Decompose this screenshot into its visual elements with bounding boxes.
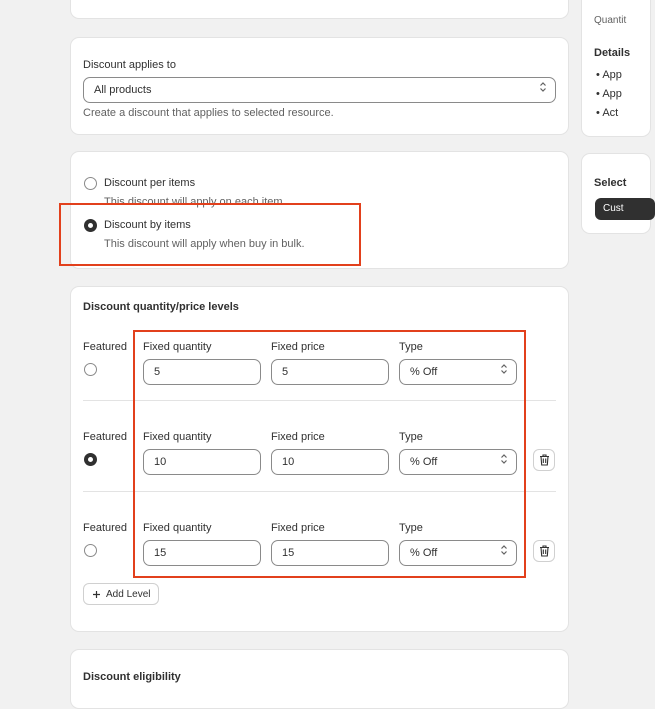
applies-label: Discount applies to — [83, 59, 176, 71]
eligibility-title: Discount eligibility — [83, 671, 181, 683]
featured-radio[interactable] — [84, 453, 97, 466]
qty-label: Fixed quantity — [143, 431, 212, 443]
customize-button-label: Cust — [603, 203, 624, 214]
price-input[interactable]: 15 — [271, 540, 389, 566]
type-select[interactable] — [399, 359, 517, 385]
row-divider — [83, 400, 556, 401]
applies-select[interactable] — [83, 77, 556, 103]
type-label: Type — [399, 431, 423, 443]
levels-title: Discount quantity/price levels — [83, 301, 239, 313]
featured-radio[interactable] — [84, 544, 97, 557]
levels-card — [70, 286, 569, 632]
discount-by-items-label: Discount by items — [104, 219, 191, 231]
delete-level-button[interactable] — [533, 449, 555, 471]
radio-discount-per-items[interactable] — [84, 177, 97, 190]
delete-level-button[interactable] — [533, 540, 555, 562]
qty-input[interactable]: 15 — [143, 540, 261, 566]
type-select[interactable] — [399, 540, 517, 566]
details-item: • App — [596, 69, 622, 81]
discount-type-card — [70, 151, 569, 269]
details-item: • Act — [596, 107, 619, 119]
select-chevron-icon — [500, 360, 508, 384]
top-card — [70, 0, 569, 19]
select-chevron-icon — [539, 78, 547, 102]
featured-label: Featured — [83, 341, 128, 353]
type-value: % Off — [410, 366, 438, 378]
summary-quantity: Quantit — [594, 15, 627, 26]
qty-label: Fixed quantity — [143, 522, 212, 534]
price-label: Fixed price — [271, 431, 325, 443]
price-input[interactable]: 10 — [271, 449, 389, 475]
type-value: % Off — [410, 547, 438, 559]
applies-value: All products — [94, 84, 152, 96]
discount-per-items-label: Discount per items — [104, 177, 196, 189]
discount-per-items-help: This discount will apply on each item. — [104, 196, 286, 208]
qty-input[interactable]: 5 — [143, 359, 261, 385]
featured-label: Featured — [83, 522, 128, 534]
applies-help: Create a discount that applies to selected resource. — [83, 107, 334, 119]
featured-radio[interactable] — [84, 363, 97, 376]
applies-card — [70, 37, 569, 135]
qty-input[interactable]: 10 — [143, 449, 261, 475]
price-label: Fixed price — [271, 341, 325, 353]
details-title: Details — [594, 47, 631, 59]
add-level-button[interactable] — [83, 583, 159, 605]
add-level-label: Add Level — [106, 588, 151, 600]
price-input[interactable]: 5 — [271, 359, 389, 385]
customize-button[interactable] — [595, 198, 655, 220]
select-title: Select — [594, 177, 627, 189]
details-item: • App — [596, 88, 622, 100]
featured-label: Featured — [83, 431, 128, 443]
discount-by-items-help: This discount will apply when buy in bulk. — [104, 238, 305, 250]
type-select[interactable] — [399, 449, 517, 475]
type-value: % Off — [410, 456, 438, 468]
radio-discount-by-items[interactable] — [84, 219, 97, 232]
select-card — [581, 153, 651, 234]
select-chevron-icon — [500, 541, 508, 565]
qty-label: Fixed quantity — [143, 341, 212, 353]
row-divider — [83, 491, 556, 492]
price-label: Fixed price — [271, 522, 325, 534]
eligibility-card — [70, 649, 569, 709]
trash-icon — [539, 545, 550, 557]
select-chevron-icon — [500, 450, 508, 474]
summary-card — [581, 0, 651, 137]
plus-icon — [92, 590, 101, 599]
type-label: Type — [399, 341, 423, 353]
type-label: Type — [399, 522, 423, 534]
trash-icon — [539, 454, 550, 466]
